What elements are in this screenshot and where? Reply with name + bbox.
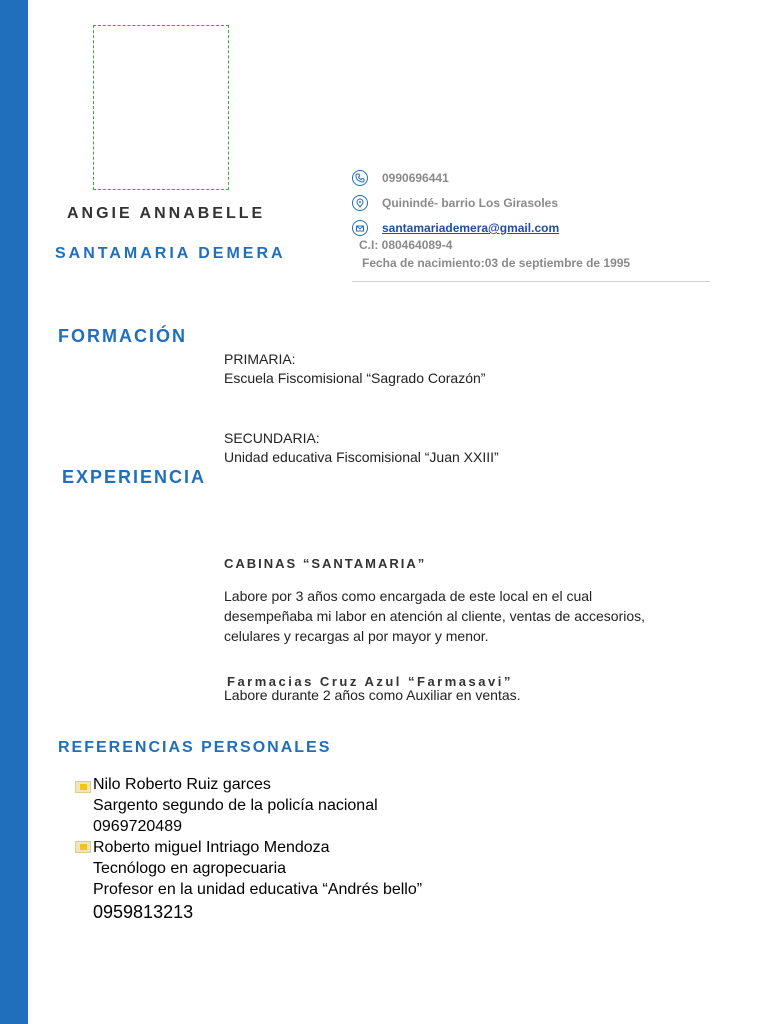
bullet-icon xyxy=(75,781,91,793)
last-name: SANTAMARIA DEMERA xyxy=(55,245,286,262)
job-desc-line: Labore durante 2 años como Auxiliar en ventas. xyxy=(224,687,521,703)
edu-level-primaria: PRIMARIA: xyxy=(224,351,296,367)
job-desc-cabinas xyxy=(224,586,694,646)
location-pin-icon xyxy=(352,195,368,211)
reference-name: Roberto miguel Intriago Mendoza xyxy=(93,839,330,856)
header-divider xyxy=(352,281,710,282)
edu-school-primaria: Escuela Fiscomisional “Sagrado Corazón” xyxy=(224,370,486,386)
edu-level-secundaria: SECUNDARIA: xyxy=(224,430,320,446)
job-title-farmacias: Farmacias Cruz Azul “Farmasavi” xyxy=(227,674,513,689)
job-desc-line: desempeñaba mi labor en atención al cliente, ventas de accesorios, xyxy=(224,608,646,624)
bullet-icon xyxy=(75,841,91,853)
contact-email-row xyxy=(352,218,559,238)
first-name: ANGIE ANNABELLE xyxy=(67,205,266,222)
contact-phone-row xyxy=(352,168,449,188)
photo-placeholder xyxy=(93,25,229,190)
reference-detail: Profesor en la unidad educativa “Andrés bello” xyxy=(93,881,423,898)
job-desc-line: celulares y recargas al por mayor y menor. xyxy=(224,628,489,644)
job-title-cabinas: CABINAS “SANTAMARIA” xyxy=(224,556,427,571)
reference-phone: 0969720489 xyxy=(93,818,182,835)
address-text: Quinindé- barrio Los Girasoles xyxy=(382,196,559,210)
ci-text: C.I: 080464089-4 xyxy=(359,238,453,252)
reference-role: Sargento segundo de la policía nacional xyxy=(93,797,378,814)
email-link[interactable]: santamariademera@gmail.com xyxy=(382,221,560,235)
birth-date-text: Fecha de nacimiento:03 de septiembre de 1995 xyxy=(362,256,631,270)
edu-school-secundaria: Unidad educativa Fiscomisional “Juan XXIII” xyxy=(224,449,499,465)
section-referencias: REFERENCIAS PERSONALES xyxy=(58,739,332,756)
job-desc-line: Labore por 3 años como encargada de este local en el cual xyxy=(224,588,593,604)
job-desc-farmacias xyxy=(224,685,694,705)
phone-text: 0990696441 xyxy=(382,171,449,185)
reference-phone: 0959813213 xyxy=(93,902,194,922)
section-formacion: FORMACIÓN xyxy=(58,326,187,346)
sidebar-accent-bar xyxy=(0,0,28,1024)
reference-name: Nilo Roberto Ruiz garces xyxy=(93,776,271,793)
contact-address-row xyxy=(352,193,558,213)
email-icon xyxy=(352,220,368,236)
phone-icon xyxy=(352,170,368,186)
reference-role: Tecnólogo en agropecuaria xyxy=(93,860,287,877)
section-experiencia: EXPERIENCIA xyxy=(62,467,207,487)
